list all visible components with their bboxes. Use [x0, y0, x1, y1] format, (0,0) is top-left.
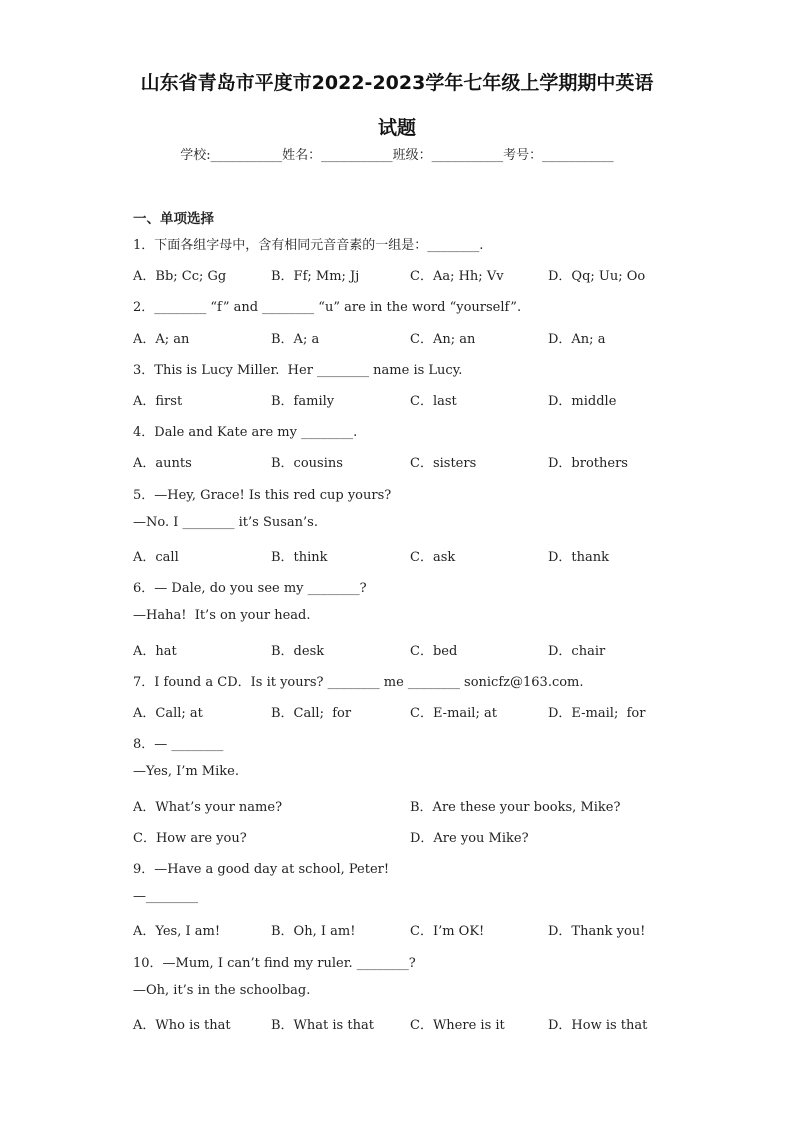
answer-option: B．A; a	[271, 331, 320, 347]
answer-option: D．An; a	[548, 331, 606, 347]
question-dialogue-line: —Yes, I’m Mike.	[133, 764, 239, 780]
question-stem: 8．— ________	[133, 737, 224, 753]
answer-option: D．brothers	[548, 456, 628, 472]
answer-option: A．Call; at	[133, 706, 203, 721]
question-stem: 1．下面各组字母中，含有相同元音音素的一组是：________.	[133, 238, 484, 253]
answer-option: D．thank	[548, 550, 610, 565]
answer-option: D．chair	[548, 643, 606, 659]
answer-option: D．Thank you!	[548, 924, 646, 940]
answer-option: A．A; an	[133, 331, 190, 347]
question-stem: 6．— Dale, do you see my ________?	[133, 581, 367, 597]
answer-option: C．ask	[410, 550, 456, 565]
answer-option: C．Aa; Hh; Vv	[410, 269, 504, 285]
student-info-line: 学校:___________姓名：___________班级：___________考号：___________	[180, 148, 614, 163]
answer-option: B．Ff; Mm; Jj	[271, 269, 360, 285]
question-dialogue-line: —Oh, it’s in the schoolbag.	[133, 982, 311, 998]
answer-option: C．Where is it	[410, 1018, 505, 1033]
document-title: 山东省青岛市平度市2022-2023学年七年级上学期期中英语	[140, 72, 654, 94]
question-stem: 3．This is Lucy Miller. Her ________ name is Lucy.	[133, 362, 463, 378]
answer-option: D．E-mail; for	[548, 706, 646, 721]
answer-option: C．last	[410, 394, 457, 409]
answer-option: D．How is that	[548, 1018, 648, 1033]
section-title: 一、单项选择	[133, 211, 214, 227]
answer-option: A．Yes, I am!	[133, 924, 221, 940]
answer-option: D．middle	[548, 394, 617, 409]
answer-option: B．Oh, I am!	[271, 924, 356, 940]
answer-option: A．aunts	[133, 456, 192, 472]
answer-option: A．What’s your name?	[133, 799, 283, 815]
answer-option: B．Are these your books, Mike?	[410, 799, 621, 815]
question-stem: 2．________ “f” and ________ “u” are in the word “yourself”.	[133, 300, 522, 316]
answer-option: A．call	[133, 550, 179, 565]
answer-option: C．bed	[410, 643, 458, 659]
question-stem: 9．—Have a good day at school, Peter!	[133, 862, 390, 877]
answer-option: C．How are you?	[133, 830, 247, 846]
answer-option: C．E-mail; at	[410, 706, 497, 721]
question-dialogue-line: —________	[133, 889, 198, 905]
answer-option: B．desk	[271, 643, 325, 659]
answer-option: C．I’m OK!	[410, 924, 485, 940]
answer-option: A．Bb; Cc; Gg	[133, 269, 227, 285]
answer-option: B．cousins	[271, 456, 343, 472]
answer-option: C．An; an	[410, 331, 476, 347]
answer-option: A．Who is that	[133, 1018, 231, 1033]
question-stem: 7．I found a CD．Is it yours? ________ me ________ sonicfz@163.com.	[133, 674, 584, 690]
document-title-line2: 试题	[377, 117, 416, 139]
answer-option: D．Qq; Uu; Oo	[548, 269, 646, 285]
answer-option: B．What is that	[271, 1018, 374, 1033]
question-dialogue-line: —No. I ________ it’s Susan’s.	[133, 514, 318, 530]
answer-option: A．first	[133, 394, 183, 409]
question-stem: 5．—Hey, Grace! Is this red cup yours?	[133, 487, 392, 503]
answer-option: B．think	[271, 550, 328, 565]
answer-option: C．sisters	[410, 456, 477, 472]
question-stem: 10．—Mum, I can’t find my ruler. ________?	[133, 955, 416, 971]
answer-option: B．family	[271, 394, 335, 409]
answer-option: D．Are you Mike?	[410, 830, 529, 846]
answer-option: A．hat	[133, 643, 177, 659]
question-stem: 4．Dale and Kate are my ________.	[133, 425, 358, 441]
answer-option: B．Call; for	[271, 706, 352, 721]
question-dialogue-line: —Haha! It’s on your head.	[133, 608, 311, 624]
